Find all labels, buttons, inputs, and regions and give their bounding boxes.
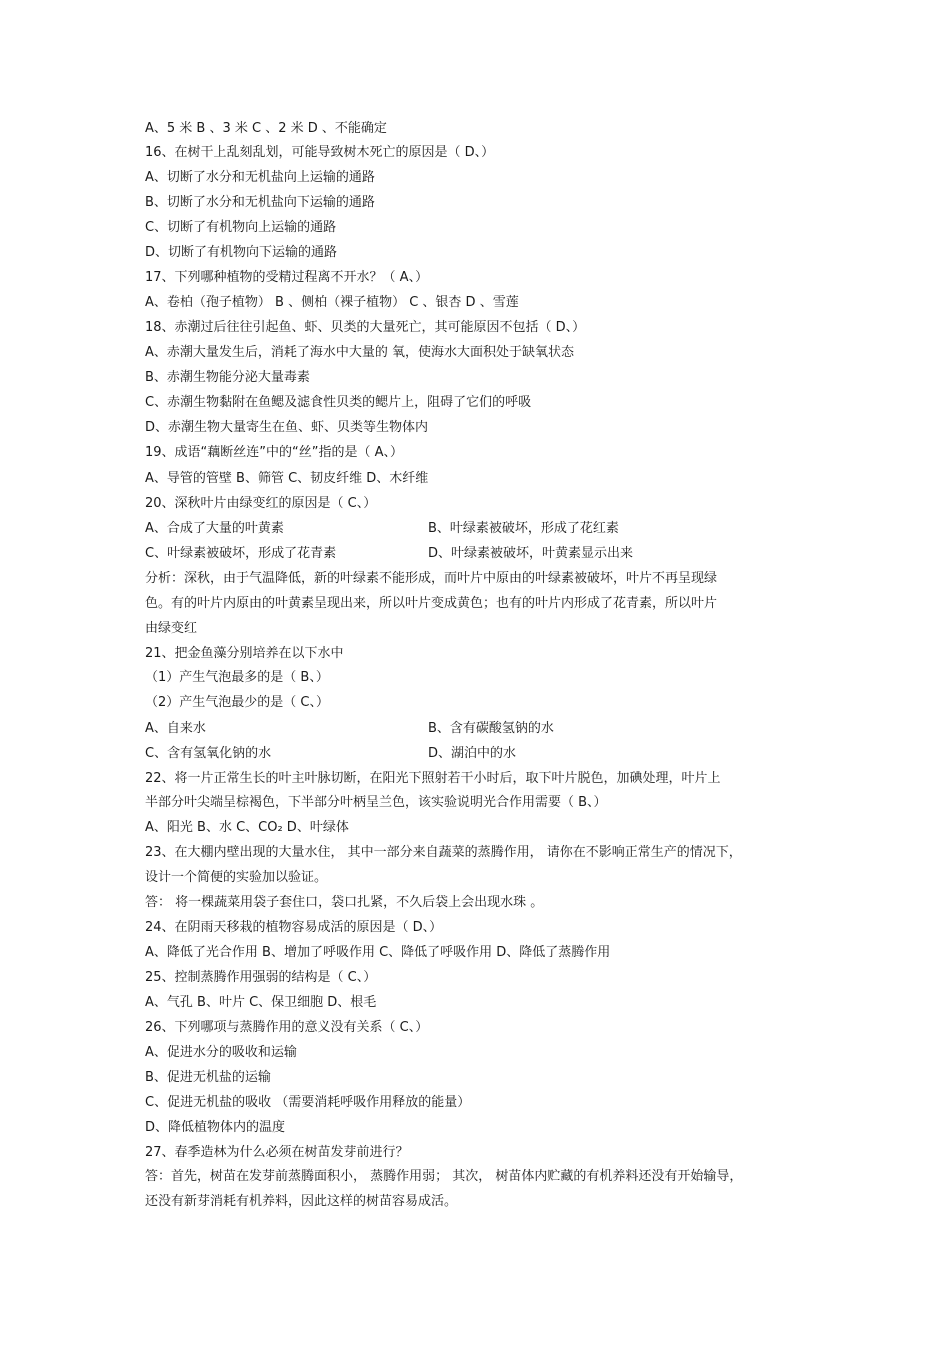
text-segment: D、湖泊中的水 — [428, 746, 517, 761]
text-segment: D、降低植物体内的温度 — [145, 1120, 286, 1135]
text-segment: 16、在树干上乱刻乱划，可能导致树木死亡的原因是（ D、） — [145, 145, 495, 160]
text-segment: A、导管的管壁 B、筛管 C、韧皮纤维 D、木纤维 — [145, 471, 429, 486]
text-segment: D、赤潮生物大量寄生在鱼、虾、贝类等生物体内 — [145, 420, 429, 435]
text-segment: B、切断了水分和无机盐向下运输的通路 — [145, 195, 375, 210]
text-segment: 22、将一片正常生长的叶主叶脉切断，在阳光下照射若干小时后，取下叶片脱色，加碘处理，叶片上 — [145, 771, 721, 786]
text-segment: 25、控制蒸腾作用强弱的结构是（ C、） — [145, 970, 377, 985]
text-segment: 20、深秋叶片由绿变红的原因是（ C、） — [145, 496, 377, 511]
text-segment: （1）产生气泡最多的是（ B、） — [145, 670, 329, 685]
text-segment: 23、在大棚内壁出现的大量水住， 其中一部分来自蔬菜的蒸腾作用， 请你在不影响正常生产的情况下， — [145, 845, 742, 860]
text-segment: A、促进水分的吸收和运输 — [145, 1045, 297, 1060]
text-segment: A、自来水 — [145, 721, 206, 736]
text-segment: D、切断了有机物向下运输的通路 — [145, 245, 338, 260]
text-segment: A、5 米 B 、3 米 C 、2 米 D 、不能确定 — [145, 121, 387, 136]
text-segment: A、阳光 B、水 C、CO₂ D、叶绿体 — [145, 820, 349, 835]
text-segment: A、赤潮大量发生后，消耗了海水中大量的 氧，使海水大面积处于缺氧状态 — [145, 345, 575, 360]
text-segment: C、叶绿素被破坏，形成了花青素 — [145, 546, 337, 561]
text-segment: C、切断了有机物向上运输的通路 — [145, 220, 337, 235]
text-segment: C、赤潮生物黏附在鱼鳃及滤食性贝类的鳃片上，阻碍了它们的呼吸 — [145, 395, 532, 410]
text-segment: D、叶绿素被破坏，叶黄素显示出来 — [428, 546, 634, 561]
text-segment: 26、下列哪项与蒸腾作用的意义没有关系（ C、） — [145, 1020, 429, 1035]
text-segment: A、卷柏（孢子植物） B 、侧柏（裸子植物） C 、银杏 D 、雪莲 — [145, 295, 519, 310]
text-segment: C、促进无机盐的吸收 （需要消耗呼吸作用释放的能量） — [145, 1095, 471, 1110]
text-segment: 27、春季造林为什么必须在树苗发芽前进行？ — [145, 1145, 409, 1160]
text-segment: 答： 将一棵蔬菜用袋子套住口，袋口扎紧，不久后袋上会出现水珠 。 — [145, 895, 544, 910]
text-segment: B、促进无机盐的运输 — [145, 1070, 271, 1085]
text-segment: 24、在阴雨天移栽的植物容易成活的原因是（ D、） — [145, 920, 443, 935]
text-segment: B、含有碳酸氢钠的水 — [428, 721, 554, 736]
text-segment: 色。有的叶片内原由的叶黄素呈现出来，所以叶片变成黄色；也有的叶片内形成了花青素，所以叶片 — [145, 596, 718, 611]
text-segment: 由绿变红 — [145, 621, 198, 636]
text-segment: （2）产生气泡最少的是（ C、） — [145, 695, 329, 710]
text-segment: A、切断了水分和无机盐向上运输的通路 — [145, 170, 375, 185]
text-segment: 18、赤潮过后往往引起鱼、虾、贝类的大量死亡，其可能原因不包括（ D、） — [145, 320, 586, 335]
text-segment: 分析：深秋，由于气温降低，新的叶绿素不能形成，而叶片中原由的叶绿素被破坏，叶片不再呈现绿 — [145, 571, 718, 586]
text-segment: B、赤潮生物能分泌大量毒素 — [145, 370, 310, 385]
text-segment: B、叶绿素被破坏，形成了花红素 — [428, 521, 619, 536]
text-segment: C、含有氢氧化钠的水 — [145, 746, 272, 761]
text-segment: 还没有新芽消耗有机养料，因此这样的树苗容易成活。 — [145, 1194, 458, 1209]
text-segment: 半部分叶尖端呈棕褐色，下半部分叶柄呈兰色，该实验说明光合作用需要（ B、） — [145, 795, 607, 810]
text-segment: 答：首先，树苗在发芽前蒸腾面积小， 蒸腾作用弱； 其次， 树苗体内贮藏的有机养料还没有开始输导， — [145, 1169, 743, 1184]
text-segment: 17、下列哪种植物的受精过程离不开水？（ A、） — [145, 270, 429, 285]
text-segment: A、合成了大量的叶黄素 — [145, 521, 284, 536]
text-segment: A、气孔 B、叶片 C、保卫细胞 D、根毛 — [145, 995, 377, 1010]
text-segment: 21、把金鱼藻分别培养在以下水中 — [145, 646, 344, 661]
text-segment: 设计一个简便的实验加以验证。 — [145, 870, 328, 885]
text-segment: 19、成语“藕断丝连”中的“丝”指的是（ A、） — [145, 445, 404, 460]
text-segment: A、降低了光合作用 B、增加了呼吸作用 C、降低了呼吸作用 D、降低了蒸腾作用 — [145, 945, 611, 960]
